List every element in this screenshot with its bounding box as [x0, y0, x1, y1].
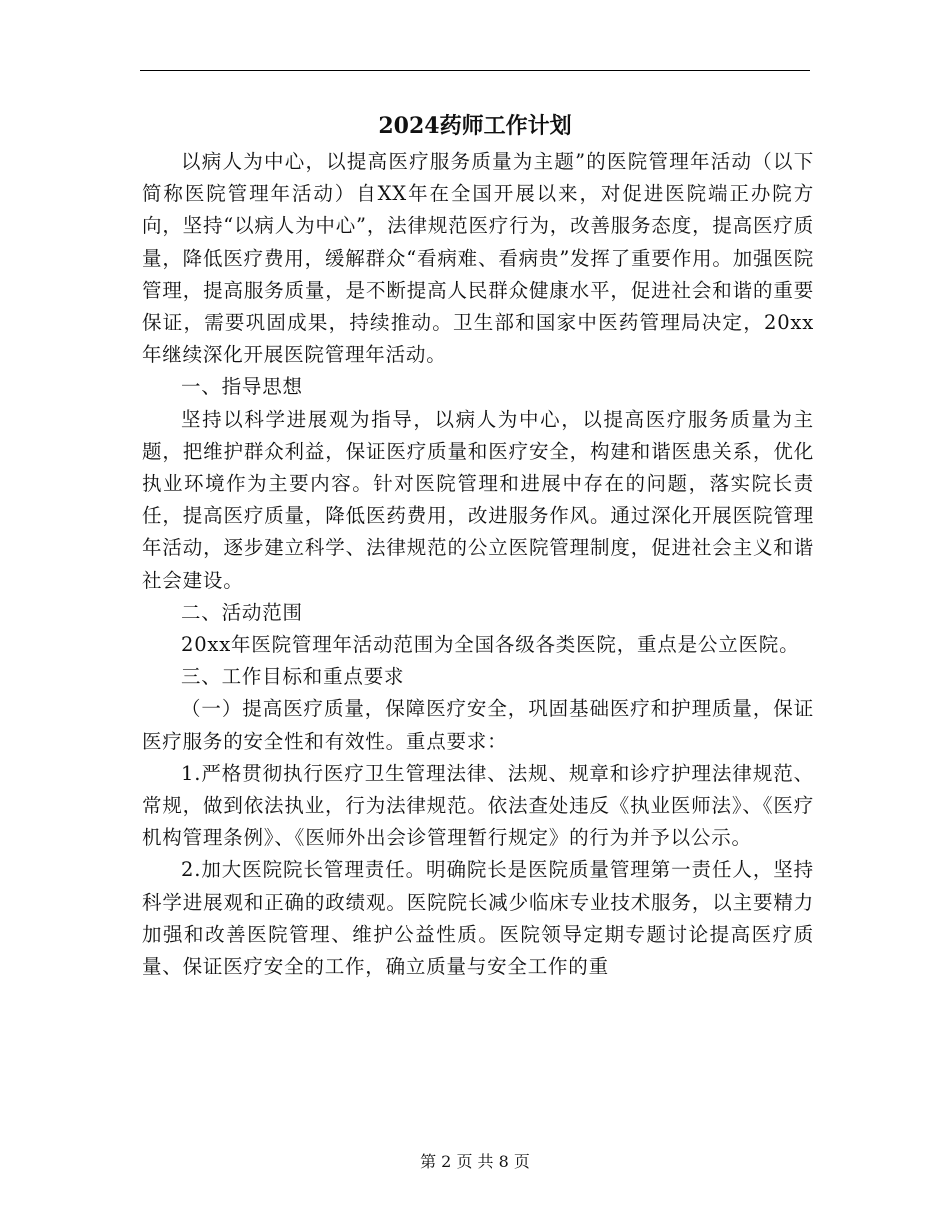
paragraph-activity-scope: 20xx年医院管理年活动范围为全国各级各类医院，重点是公立医院。 [181, 633, 800, 657]
heading-guiding-thought: 一、指导思想 [181, 375, 303, 399]
heading-goals: 三、工作目标和重点要求 [181, 665, 405, 689]
paragraph-intro: 以病人为中心，以提高医疗服务质量为主题”的医院管理年活动（以下简称医院管理年活动）自XX年在全国开展以来，对促进医院端正办院方向，坚持“以病人为中心”，法律规范医疗行为，改善服务态度，提高医疗质量，降低医疗费用，缓解群众“看病难、看病贵”发挥了重要作用。加强医院管理，提高服务质量，是不断提高人民群众健康水平，促进社会和谐的重要保证，需要巩固成果，持续推动。卫生部和国家中医药管理局决定，20xx年继续深化开展医院管理年活动。 [142, 150, 814, 367]
document-title: 2024药师工作计划 [378, 113, 572, 139]
paragraph-guiding-thought: 坚持以科学进展观为指导，以病人为中心，以提高医疗服务质量为主题，把维护群众利益，保证医疗质量和医疗安全，构建和谐医患关系，优化执业环境作为主要内容。针对医院管理和进展中存在的问题，落实院长责任，提高医疗质量，降低医药费用，改进服务作风。通过深化开展医院管理年活动，逐步建立科学、法律规范的公立医院管理制度，促进社会主义和谐社会建设。 [142, 407, 814, 592]
header-rule [140, 70, 810, 71]
paragraph-goal-one: （一）提高医疗质量，保障医疗安全，巩固基础医疗和护理质量，保证医疗服务的安全性和有效性。重点要求： [142, 697, 814, 753]
page-number: 第 2 页 共 8 页 [420, 1152, 530, 1171]
heading-activity-scope: 二、活动范围 [181, 600, 303, 624]
paragraph-item-2: 2.加大医院院长管理责任。明确院长是医院质量管理第一责任人，坚持科学进展观和正确的政绩观。医院院长减少临床专业技术服务，以主要精力加强和改善医院管理、维护公益性质。医院领导定期专题讨论提高医疗质量、保证医疗安全的工作，确立质量与安全工作的重 [142, 858, 814, 979]
paragraph-item-1: 1.严格贯彻执行医疗卫生管理法律、法规、规章和诊疗护理法律规范、常规，做到依法执业，行为法律规范。依法查处违反《执业医师法》、《医疗机构管理条例》、《医师外出会诊管理暂行规定》的行为并予以公示。 [142, 761, 814, 850]
document-body [142, 146, 814, 983]
